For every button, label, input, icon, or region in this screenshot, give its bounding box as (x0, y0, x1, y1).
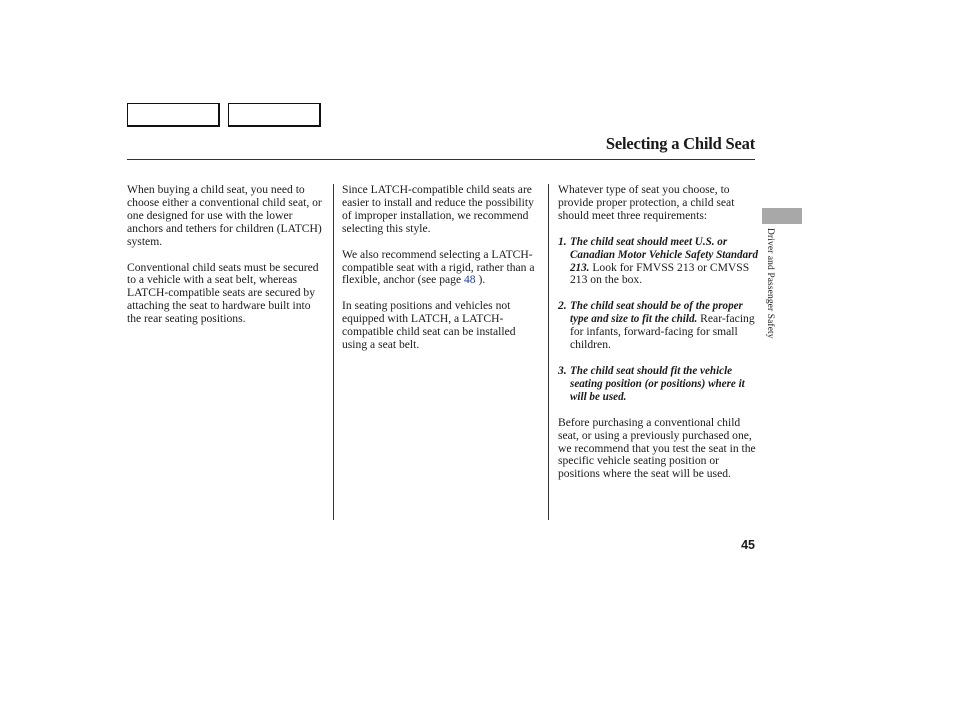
requirement-item (558, 236, 760, 288)
paragraph: When buying a child seat, you need to choose either a conventional child seat, or one designed for use with the lower anchors and tethers for children (LATCH) system. (127, 183, 322, 248)
paragraph: Before purchasing a conventional child seat, or using a previously purchased one, we recommend that you test the seat in the specific vehicle seating position or positions where the seat will be used. (558, 415, 756, 481)
column-1 (127, 184, 325, 339)
column-divider (333, 184, 334, 520)
column-2 (342, 184, 542, 365)
paragraph: Conventional child seats must be secured to a vehicle with a seat belt, whereas LATCH-compatible seats are secured by attaching the seat to hardware built into the rear seating positions. (127, 260, 319, 326)
requirement-number: 3. (558, 363, 567, 377)
nav-button-main-menu[interactable] (127, 103, 220, 127)
paragraph: Since LATCH-compatible child seats are easier to install and reduce the possibility of improper installation, we recommend selecting this style. (342, 183, 534, 235)
requirement-text: Look for FMVSS 213 or CMVSS 213 on the box. (570, 260, 750, 287)
requirement-number: 1. (558, 234, 567, 248)
section-tab (762, 208, 802, 224)
requirement-heading: The child seat should fit the vehicle seating position (or positions) where it will be used. (570, 364, 745, 403)
page-title: Selecting a Child Seat (605, 134, 755, 153)
requirement-text: Rear-facing for infants, forward-facing for small children. (570, 312, 755, 352)
column-3 (558, 184, 760, 494)
requirement-heading: The child seat should be of the proper type and size to fit the child. (570, 300, 743, 326)
column-divider (548, 184, 549, 520)
paragraph-with-link (342, 249, 542, 288)
section-label-text: Driver and Passenger Safety (765, 228, 775, 339)
requirement-item (558, 365, 760, 404)
paragraph: In seating positions and vehicles not equipped with LATCH, a LATCH-compatible child seat can be installed using a seat belt. (342, 299, 516, 352)
page-number: 45 (741, 538, 755, 552)
requirement-heading: The child seat should meet U.S. or Canadian Motor Vehicle Safety Standard 213. (570, 235, 759, 274)
section-label (764, 228, 780, 368)
requirement-number: 2. (558, 299, 567, 313)
title-rule (127, 159, 755, 160)
nav-button-table-of-contents[interactable] (228, 103, 321, 127)
paragraph-text: We also recommend selecting a LATCH-compatible seat with a rigid, rather than a flexible, anchor (see page (342, 247, 535, 287)
page-reference-link[interactable]: 48 (464, 273, 476, 287)
paragraph-text-end: ). (475, 273, 486, 287)
paragraph: Whatever type of seat you choose, to provide proper protection, a child seat should meet three requirements: (558, 183, 735, 222)
requirement-item (558, 300, 760, 352)
